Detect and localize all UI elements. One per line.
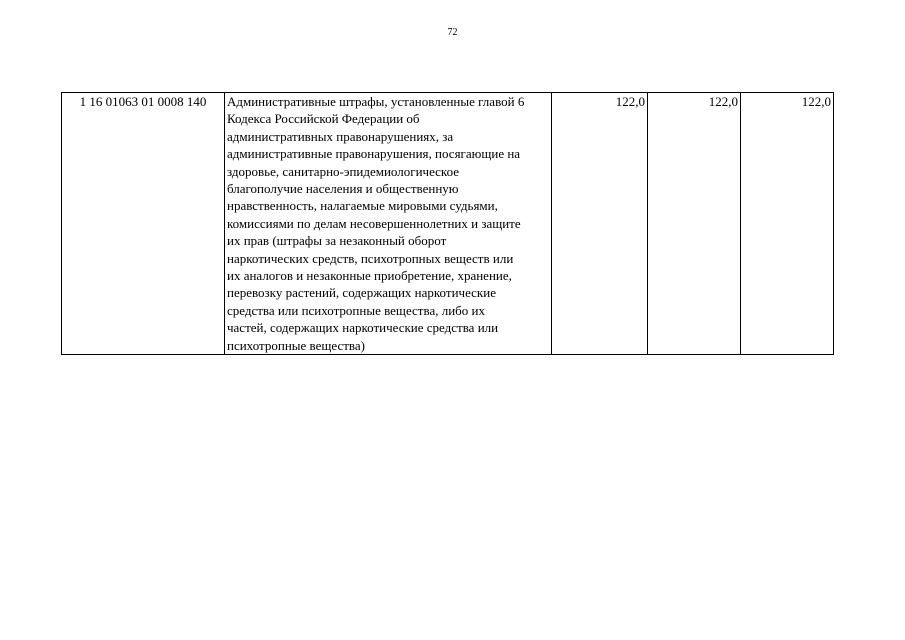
description-line: Кодекса Российской Федерации об — [227, 111, 420, 127]
description-line: административные правонарушения, посягающие на — [227, 146, 521, 162]
description-line: их аналогов и незаконные приобретение, хранение, — [227, 268, 512, 284]
description-line: психотропные вещества) — [227, 337, 365, 353]
description-line: благополучие населения и общественную — [227, 181, 459, 197]
description-line: нравственность, налагаемые мировыми судьями, — [227, 198, 498, 214]
amount-value-1: 122,0 — [552, 93, 648, 355]
budget-classification-code: 1 16 01063 01 0008 140 — [62, 93, 225, 355]
description-line: Административные штрафы, установленные главой 6 — [227, 94, 525, 109]
page-number: 72 — [447, 27, 458, 38]
amount-value-3: 122,0 — [741, 93, 834, 355]
description-line: здоровье, санитарно-эпидемиологическое — [227, 163, 460, 179]
table-row — [62, 93, 834, 355]
description-line: комиссиями по делам несовершеннолетних и защите — [227, 215, 521, 231]
description-line: их прав (штрафы за незаконный оборот — [227, 233, 447, 249]
budget-table — [61, 92, 834, 355]
description-line: наркотических средств, психотропных веществ или — [227, 250, 514, 266]
description-line: частей, содержащих наркотические средства или — [227, 320, 499, 336]
revenue-description — [225, 93, 552, 355]
amount-value-2: 122,0 — [648, 93, 741, 355]
description-line: перевозку растений, содержащих наркотические — [227, 285, 496, 301]
description-line: средства или психотропные вещества, либо их — [227, 302, 485, 318]
description-line: административных правонарушениях, за — [227, 128, 454, 144]
